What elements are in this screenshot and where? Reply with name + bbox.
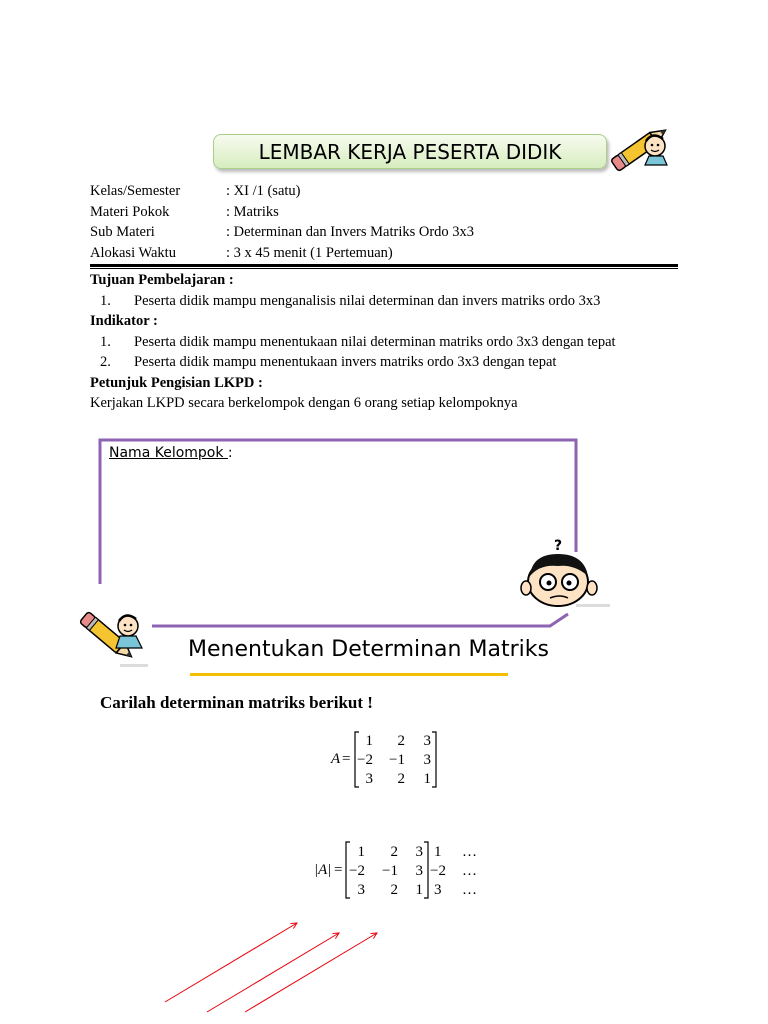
info-label: Kelas/Semester (90, 183, 181, 199)
info-label: Materi Pokok (90, 203, 170, 220)
matrix-cell: −1 (382, 863, 398, 879)
sarrus-cell: … (462, 882, 477, 898)
matrix-a (326, 728, 446, 790)
divider-thin (90, 268, 678, 269)
matrix-cell: 2 (390, 844, 398, 860)
matrix-lhs: A (331, 751, 341, 767)
task-instruction: Carilah determinan matriks berikut ! (100, 693, 373, 712)
info-label: Alokasi Waktu (90, 244, 176, 261)
matrix-cell: −2 (349, 863, 365, 879)
petunjuk-heading: Petunjuk Pengisian LKPD : (90, 374, 263, 391)
page-title: LEMBAR KERJA PESERTA DIDIK (258, 140, 562, 164)
info-value: : XI /1 (satu) (226, 183, 301, 199)
matrix-cell: −2 (357, 752, 373, 768)
petunjuk-text: Kerjakan LKPD secara berkelompok dengan 6 orang setiap kelompoknya (90, 395, 518, 411)
section-underline (190, 673, 508, 676)
group-name-label: Nama Kelompok (109, 445, 228, 461)
matrix-equals: = (342, 751, 351, 767)
sarrus-cell: 1 (434, 844, 442, 860)
pencil-boy-icon (76, 604, 152, 670)
matrix-det (310, 838, 490, 902)
matrix-cell: 3 (357, 882, 365, 898)
tujuan-heading: Tujuan Pembelajaran : (90, 272, 234, 288)
thinking-boy-icon (518, 536, 614, 616)
right-bracket (432, 732, 436, 787)
right-bracket (424, 842, 428, 898)
list-item: 2. Peserta didik mampu menentukaan invers matriks ordo 3x3 dengan tepat (100, 354, 557, 370)
matrix-equals: = (334, 862, 343, 878)
svg-text:?: ? (554, 538, 563, 554)
matrix-cell: 3 (415, 844, 423, 860)
diagonal-arrows (150, 915, 390, 1020)
matrix-cell: 1 (423, 771, 431, 787)
matrix-cell: 3 (365, 771, 373, 787)
info-label: Sub Materi (90, 224, 155, 240)
matrix-cell: −1 (389, 752, 405, 768)
info-row (90, 243, 474, 264)
objectives-section (90, 270, 690, 414)
list-item: 1. Peserta didik mampu menganalisis nilai determinan dan invers matriks ordo 3x3 (100, 292, 601, 309)
info-value: : 3 x 45 menit (1 Pertemuan) (226, 244, 393, 261)
arrow-icon (207, 933, 339, 1012)
matrix-cell: 2 (397, 771, 405, 787)
group-name-field[interactable]: Nama Kelompok : (109, 445, 233, 461)
matrix-cell: 3 (423, 752, 431, 768)
info-row (90, 202, 474, 223)
arrow-icon (165, 923, 297, 1002)
pencil-boy-icon (605, 113, 675, 183)
matrix-cell: 3 (423, 733, 431, 749)
info-value: : Determinan dan Invers Matriks Ordo 3x3 (226, 224, 475, 240)
info-value: : Matriks (226, 203, 279, 220)
matrix-cell: 2 (390, 882, 398, 898)
info-row (90, 222, 474, 243)
indikator-heading: Indikator : (90, 313, 158, 329)
list-item: 1. Peserta didik mampu menentukaan nilai determinan matriks ordo 3x3 dengan tepat (100, 333, 616, 350)
matrix-cell: 1 (357, 844, 365, 860)
matrix-lhs: |A| (314, 862, 332, 878)
sarrus-cell: … (462, 863, 477, 879)
page-title-banner (213, 134, 607, 169)
info-table (90, 181, 474, 263)
group-box-frame (94, 434, 584, 634)
matrix-cell: 2 (397, 733, 405, 749)
matrix-cell: 1 (365, 733, 373, 749)
sarrus-cell: … (462, 844, 477, 860)
sarrus-cell: −2 (430, 863, 446, 879)
info-row (90, 181, 474, 202)
section-title: Menentukan Determinan Matriks (188, 637, 549, 662)
divider-thick (90, 264, 678, 267)
matrix-cell: 3 (415, 863, 423, 879)
arrow-icon (245, 933, 377, 1012)
sarrus-cell: 3 (434, 882, 442, 898)
matrix-cell: 1 (415, 882, 423, 898)
